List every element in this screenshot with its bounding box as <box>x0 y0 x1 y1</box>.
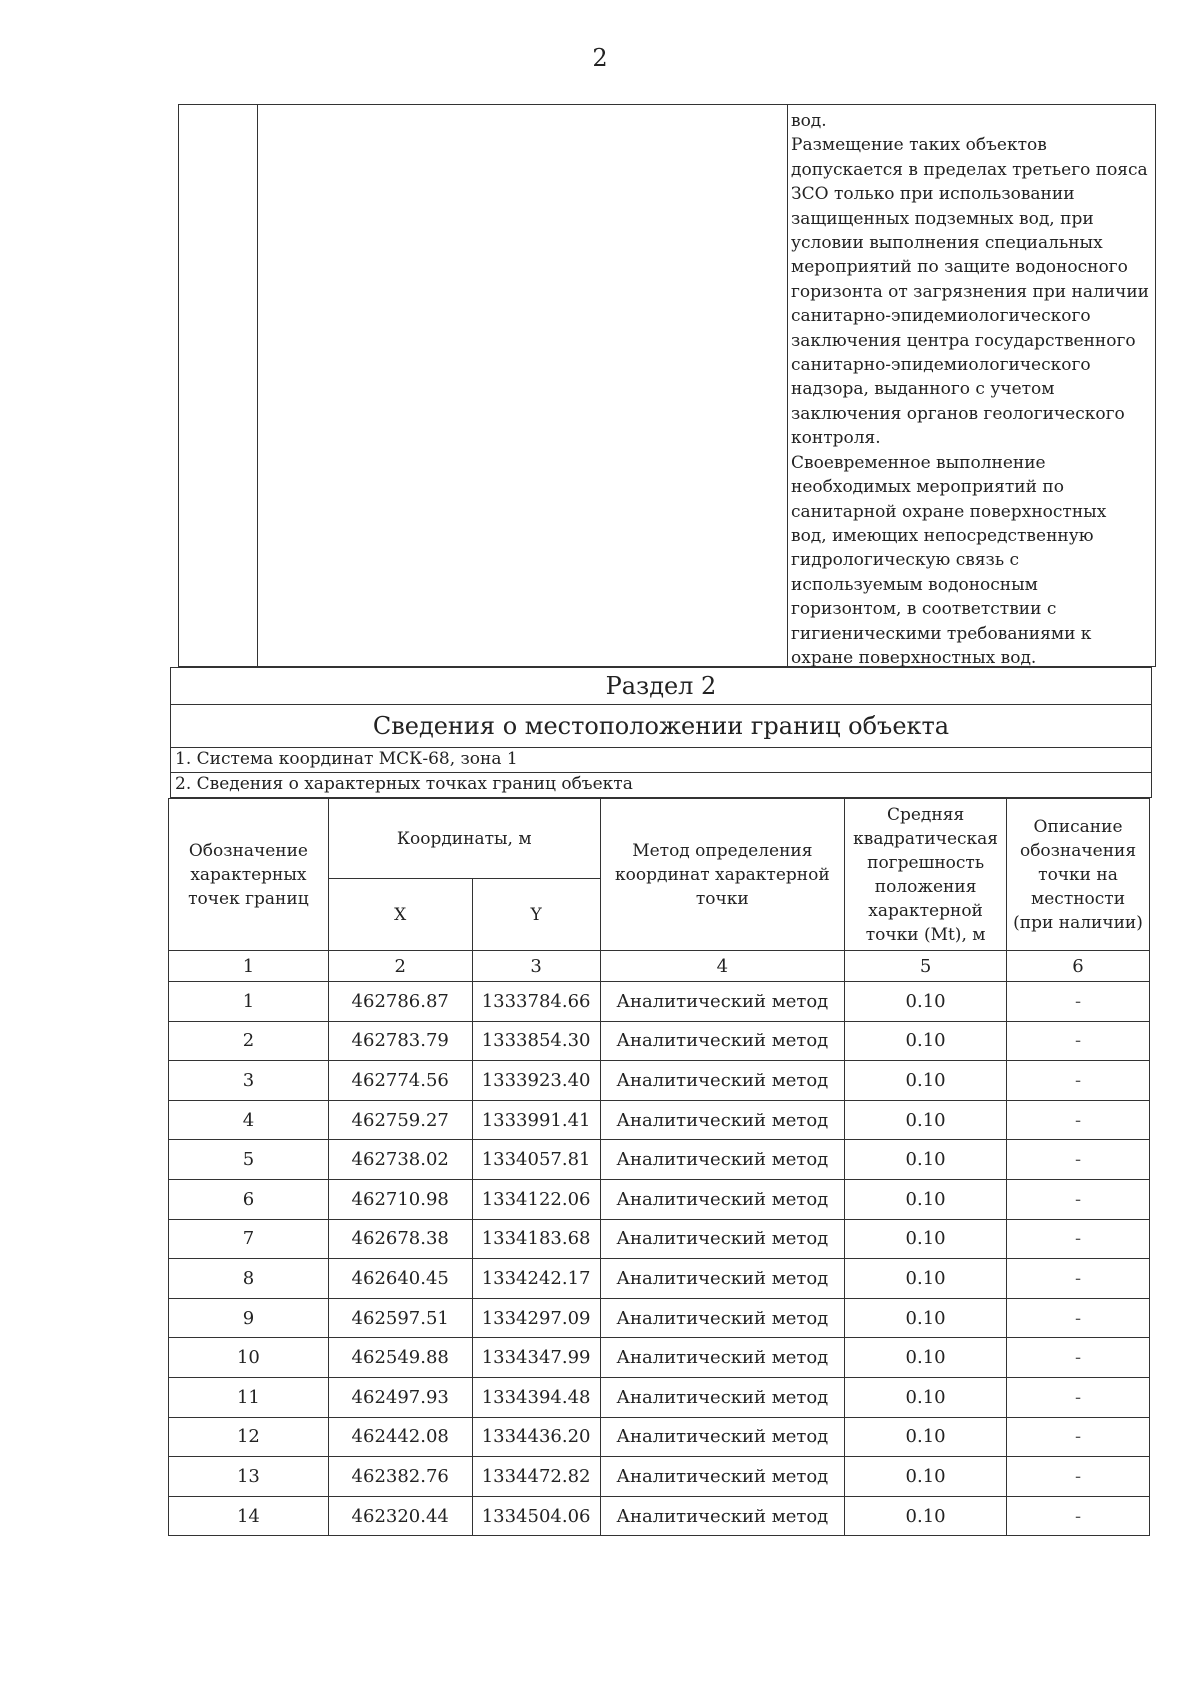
mean-error-cell: 0.10 <box>845 1377 1007 1417</box>
table-row <box>169 1021 1150 1061</box>
coord-x-cell: 462497.93 <box>328 1377 472 1417</box>
coord-x-cell: 462549.88 <box>328 1338 472 1378</box>
points-heading-row: 2. Сведения о характерных точках границ объекта <box>170 772 1152 798</box>
description-cell: - <box>1007 1140 1150 1180</box>
description-cell: - <box>1007 1457 1150 1497</box>
coord-y-cell: 1334183.68 <box>472 1219 600 1259</box>
table-row <box>169 1417 1150 1457</box>
table-row <box>169 1377 1150 1417</box>
table-row <box>169 1496 1150 1536</box>
table-row <box>169 1100 1150 1140</box>
description-cell: - <box>1007 1338 1150 1378</box>
coord-x-cell: 462640.45 <box>328 1259 472 1299</box>
header-method: Метод определения координат характерной точки <box>600 799 845 951</box>
column-number: 1 <box>169 951 329 982</box>
coord-y-cell: 1334472.82 <box>472 1457 600 1497</box>
page-number: 2 <box>592 44 608 72</box>
table-row <box>169 982 1150 1022</box>
boundary-points-table <box>168 798 1150 1536</box>
coord-x-cell: 462759.27 <box>328 1100 472 1140</box>
method-cell: Аналитический метод <box>600 1259 845 1299</box>
coord-y-cell: 1333923.40 <box>472 1061 600 1101</box>
coord-x-cell: 462786.87 <box>328 982 472 1022</box>
point-number-cell: 6 <box>169 1179 329 1219</box>
mean-error-cell: 0.10 <box>845 1457 1007 1497</box>
description-cell: - <box>1007 1377 1150 1417</box>
point-number-cell: 14 <box>169 1496 329 1536</box>
point-number-cell: 8 <box>169 1259 329 1299</box>
mean-error-cell: 0.10 <box>845 1100 1007 1140</box>
point-number-cell: 2 <box>169 1021 329 1061</box>
description-cell: - <box>1007 1417 1150 1457</box>
table-row <box>169 1298 1150 1338</box>
mean-error-cell: 0.10 <box>845 982 1007 1022</box>
method-cell: Аналитический метод <box>600 1377 845 1417</box>
method-cell: Аналитический метод <box>600 1021 845 1061</box>
point-number-cell: 9 <box>169 1298 329 1338</box>
mean-error-cell: 0.10 <box>845 1298 1007 1338</box>
point-number-cell: 5 <box>169 1140 329 1180</box>
mean-error-cell: 0.10 <box>845 1338 1007 1378</box>
coord-y-cell: 1333784.66 <box>472 982 600 1022</box>
table-row <box>169 1140 1150 1180</box>
coord-y-cell: 1334122.06 <box>472 1179 600 1219</box>
column-divider <box>257 105 258 666</box>
coordinate-system-row: 1. Система координат МСК-68, зона 1 <box>170 747 1152 773</box>
mean-error-cell: 0.10 <box>845 1496 1007 1536</box>
coord-y-cell: 1334297.09 <box>472 1298 600 1338</box>
method-cell: Аналитический метод <box>600 1298 845 1338</box>
mean-error-cell: 0.10 <box>845 1219 1007 1259</box>
method-cell: Аналитический метод <box>600 1417 845 1457</box>
header-x: X <box>328 879 472 951</box>
point-number-cell: 4 <box>169 1100 329 1140</box>
mean-error-cell: 0.10 <box>845 1179 1007 1219</box>
description-cell: - <box>1007 1496 1150 1536</box>
table-row <box>169 1457 1150 1497</box>
coord-x-cell: 462774.56 <box>328 1061 472 1101</box>
point-number-cell: 7 <box>169 1219 329 1259</box>
column-number-row <box>169 951 1150 982</box>
section-title: Раздел 2 <box>170 667 1152 705</box>
coord-y-cell: 1334436.20 <box>472 1417 600 1457</box>
coord-x-cell: 462738.02 <box>328 1140 472 1180</box>
column-number: 6 <box>1007 951 1150 982</box>
coord-x-cell: 462382.76 <box>328 1457 472 1497</box>
table-row <box>169 1179 1150 1219</box>
header-coordinates: Координаты, м <box>328 799 600 879</box>
column-number: 3 <box>472 951 600 982</box>
description-cell: - <box>1007 1021 1150 1061</box>
method-cell: Аналитический метод <box>600 1219 845 1259</box>
coord-x-cell: 462783.79 <box>328 1021 472 1061</box>
section-subtitle: Сведения о местоположении границ объекта <box>170 704 1152 748</box>
point-number-cell: 12 <box>169 1417 329 1457</box>
header-description: Описание обозначения точки на местности (при наличии) <box>1007 799 1150 951</box>
point-number-cell: 13 <box>169 1457 329 1497</box>
coord-x-cell: 462678.38 <box>328 1219 472 1259</box>
description-cell: - <box>1007 982 1150 1022</box>
point-number-cell: 11 <box>169 1377 329 1417</box>
method-cell: Аналитический метод <box>600 1457 845 1497</box>
continued-table-block <box>178 104 1156 667</box>
coord-y-cell: 1334394.48 <box>472 1377 600 1417</box>
coord-x-cell: 462597.51 <box>328 1298 472 1338</box>
method-cell: Аналитический метод <box>600 1179 845 1219</box>
mean-error-cell: 0.10 <box>845 1140 1007 1180</box>
coord-y-cell: 1334057.81 <box>472 1140 600 1180</box>
header-y: Y <box>472 879 600 951</box>
header-mean-error: Средняя квадратическая погрешность положения характерной точки (Mt), м <box>845 799 1007 951</box>
coord-y-cell: 1333991.41 <box>472 1100 600 1140</box>
column-number: 5 <box>845 951 1007 982</box>
method-cell: Аналитический метод <box>600 1496 845 1536</box>
point-number-cell: 10 <box>169 1338 329 1378</box>
description-cell: - <box>1007 1179 1150 1219</box>
method-cell: Аналитический метод <box>600 1338 845 1378</box>
method-cell: Аналитический метод <box>600 982 845 1022</box>
column-number: 4 <box>600 951 845 982</box>
table-row <box>169 1219 1150 1259</box>
table-row <box>169 1061 1150 1101</box>
table-row <box>169 1338 1150 1378</box>
coord-x-cell: 462710.98 <box>328 1179 472 1219</box>
coord-y-cell: 1333854.30 <box>472 1021 600 1061</box>
mean-error-cell: 0.10 <box>845 1021 1007 1061</box>
point-number-cell: 1 <box>169 982 329 1022</box>
description-cell: - <box>1007 1100 1150 1140</box>
coord-y-cell: 1334504.06 <box>472 1496 600 1536</box>
method-cell: Аналитический метод <box>600 1061 845 1101</box>
mean-error-cell: 0.10 <box>845 1417 1007 1457</box>
coord-x-cell: 462320.44 <box>328 1496 472 1536</box>
coord-x-cell: 462442.08 <box>328 1417 472 1457</box>
description-cell: - <box>1007 1219 1150 1259</box>
method-cell: Аналитический метод <box>600 1100 845 1140</box>
mean-error-cell: 0.10 <box>845 1259 1007 1299</box>
header-point-designation: Обозначение характерных точек границ <box>169 799 329 951</box>
coord-y-cell: 1334242.17 <box>472 1259 600 1299</box>
column-divider <box>787 105 788 666</box>
method-cell: Аналитический метод <box>600 1140 845 1180</box>
description-cell: - <box>1007 1298 1150 1338</box>
point-number-cell: 3 <box>169 1061 329 1101</box>
description-cell: - <box>1007 1061 1150 1101</box>
mean-error-cell: 0.10 <box>845 1061 1007 1101</box>
column-number: 2 <box>328 951 472 982</box>
coord-y-cell: 1334347.99 <box>472 1338 600 1378</box>
table-row <box>169 1259 1150 1299</box>
description-cell: - <box>1007 1259 1150 1299</box>
requirements-text: вод. Размещение таких объектов допускается в пределах третьего пояса ЗСО только при использовании защищенных подземных вод, при условии выполнения специальных мероприятий по защите водоносного горизонта от загрязнения при наличии санитарно-эпидемиологического заключения центра государственного санитарно-эпидемиологического надзора, выданного с учетом заключения органов геологического контроля. Своевременное выполнение необходимых мероприятий по санитарной охране поверхностных вод, имеющих непосредственную гидрологическую связь с используемым водоносным горизонтом, в соответствии с гигиеническими требованиями к охране поверхностных вод. <box>791 111 1149 668</box>
